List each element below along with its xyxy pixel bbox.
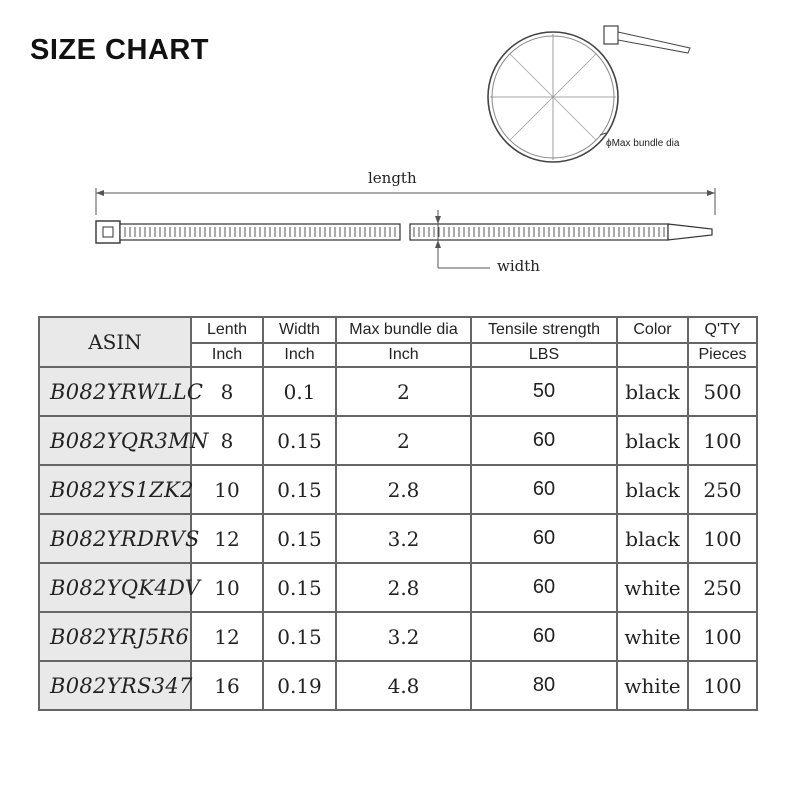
length-cell: 8 bbox=[191, 416, 263, 465]
qty-cell: 100 bbox=[688, 612, 757, 661]
unit-width: Inch bbox=[263, 343, 336, 367]
width-cell: 0.15 bbox=[263, 514, 336, 563]
header-bundle: Max bundle dia bbox=[336, 317, 471, 343]
table-row bbox=[39, 661, 757, 710]
header-tensile: Tensile strength bbox=[471, 317, 617, 343]
page-title: SIZE CHART bbox=[30, 34, 209, 66]
length-cell: 12 bbox=[191, 612, 263, 661]
width-cell: 0.15 bbox=[263, 563, 336, 612]
table-row bbox=[39, 367, 757, 416]
qty-cell: 250 bbox=[688, 465, 757, 514]
length-label: length bbox=[368, 169, 417, 187]
color-cell: black bbox=[617, 416, 688, 465]
table-row bbox=[39, 612, 757, 661]
asin-cell: B082YQR3MN bbox=[39, 416, 191, 465]
bundle-cell: 2 bbox=[336, 367, 471, 416]
color-cell: black bbox=[617, 367, 688, 416]
header-length: Lenth bbox=[191, 317, 263, 343]
tensile-cell: 60 bbox=[471, 465, 617, 514]
color-cell: black bbox=[617, 465, 688, 514]
length-cell: 10 bbox=[191, 465, 263, 514]
asin-cell: B082YRWLLC bbox=[39, 367, 191, 416]
qty-cell: 250 bbox=[688, 563, 757, 612]
table-row bbox=[39, 465, 757, 514]
length-dimension bbox=[96, 188, 715, 215]
length-cell: 8 bbox=[191, 367, 263, 416]
asin-cell: B082YRJ5R6 bbox=[39, 612, 191, 661]
unit-bundle: Inch bbox=[336, 343, 471, 367]
length-cell: 12 bbox=[191, 514, 263, 563]
width-cell: 0.15 bbox=[263, 612, 336, 661]
color-cell: black bbox=[617, 514, 688, 563]
asin-cell: B082YQK4DV bbox=[39, 563, 191, 612]
tensile-cell: 80 bbox=[471, 661, 617, 710]
bundle-cell: 2 bbox=[336, 416, 471, 465]
table-row bbox=[39, 514, 757, 563]
length-cell: 16 bbox=[191, 661, 263, 710]
header-qty: Q'TY bbox=[688, 317, 757, 343]
width-cell: 0.1 bbox=[263, 367, 336, 416]
header-width: Width bbox=[263, 317, 336, 343]
width-cell: 0.15 bbox=[263, 465, 336, 514]
asin-cell: B082YRS347 bbox=[39, 661, 191, 710]
color-cell: white bbox=[617, 612, 688, 661]
asin-cell: B082YS1ZK2 bbox=[39, 465, 191, 514]
unit-qty: Pieces bbox=[688, 343, 757, 367]
tensile-cell: 60 bbox=[471, 514, 617, 563]
bundle-cell: 3.2 bbox=[336, 514, 471, 563]
asin-cell: B082YRDRVS bbox=[39, 514, 191, 563]
header-color: Color bbox=[617, 317, 688, 343]
cable-tie-diagram bbox=[0, 0, 800, 300]
tensile-cell: 50 bbox=[471, 367, 617, 416]
bundle-dia-label: ϕMax bundle dia bbox=[606, 138, 680, 149]
color-cell: white bbox=[617, 563, 688, 612]
width-label: width bbox=[497, 257, 540, 275]
table-row bbox=[39, 563, 757, 612]
bundle-cell: 2.8 bbox=[336, 563, 471, 612]
bundle-cell: 3.2 bbox=[336, 612, 471, 661]
qty-cell: 100 bbox=[688, 514, 757, 563]
tensile-cell: 60 bbox=[471, 416, 617, 465]
qty-cell: 100 bbox=[688, 416, 757, 465]
tensile-cell: 60 bbox=[471, 612, 617, 661]
size-chart-table bbox=[38, 316, 758, 711]
header-asin: ASIN bbox=[39, 317, 191, 367]
tensile-cell: 60 bbox=[471, 563, 617, 612]
color-cell: white bbox=[617, 661, 688, 710]
width-cell: 0.19 bbox=[263, 661, 336, 710]
length-cell: 10 bbox=[191, 563, 263, 612]
table-row bbox=[39, 416, 757, 465]
bundle-cell: 4.8 bbox=[336, 661, 471, 710]
qty-cell: 100 bbox=[688, 661, 757, 710]
cable-tie-strip bbox=[96, 221, 712, 243]
unit-color bbox=[617, 343, 688, 367]
unit-length: Inch bbox=[191, 343, 263, 367]
bundle-cell: 2.8 bbox=[336, 465, 471, 514]
width-cell: 0.15 bbox=[263, 416, 336, 465]
qty-cell: 500 bbox=[688, 367, 757, 416]
unit-tensile: LBS bbox=[471, 343, 617, 367]
